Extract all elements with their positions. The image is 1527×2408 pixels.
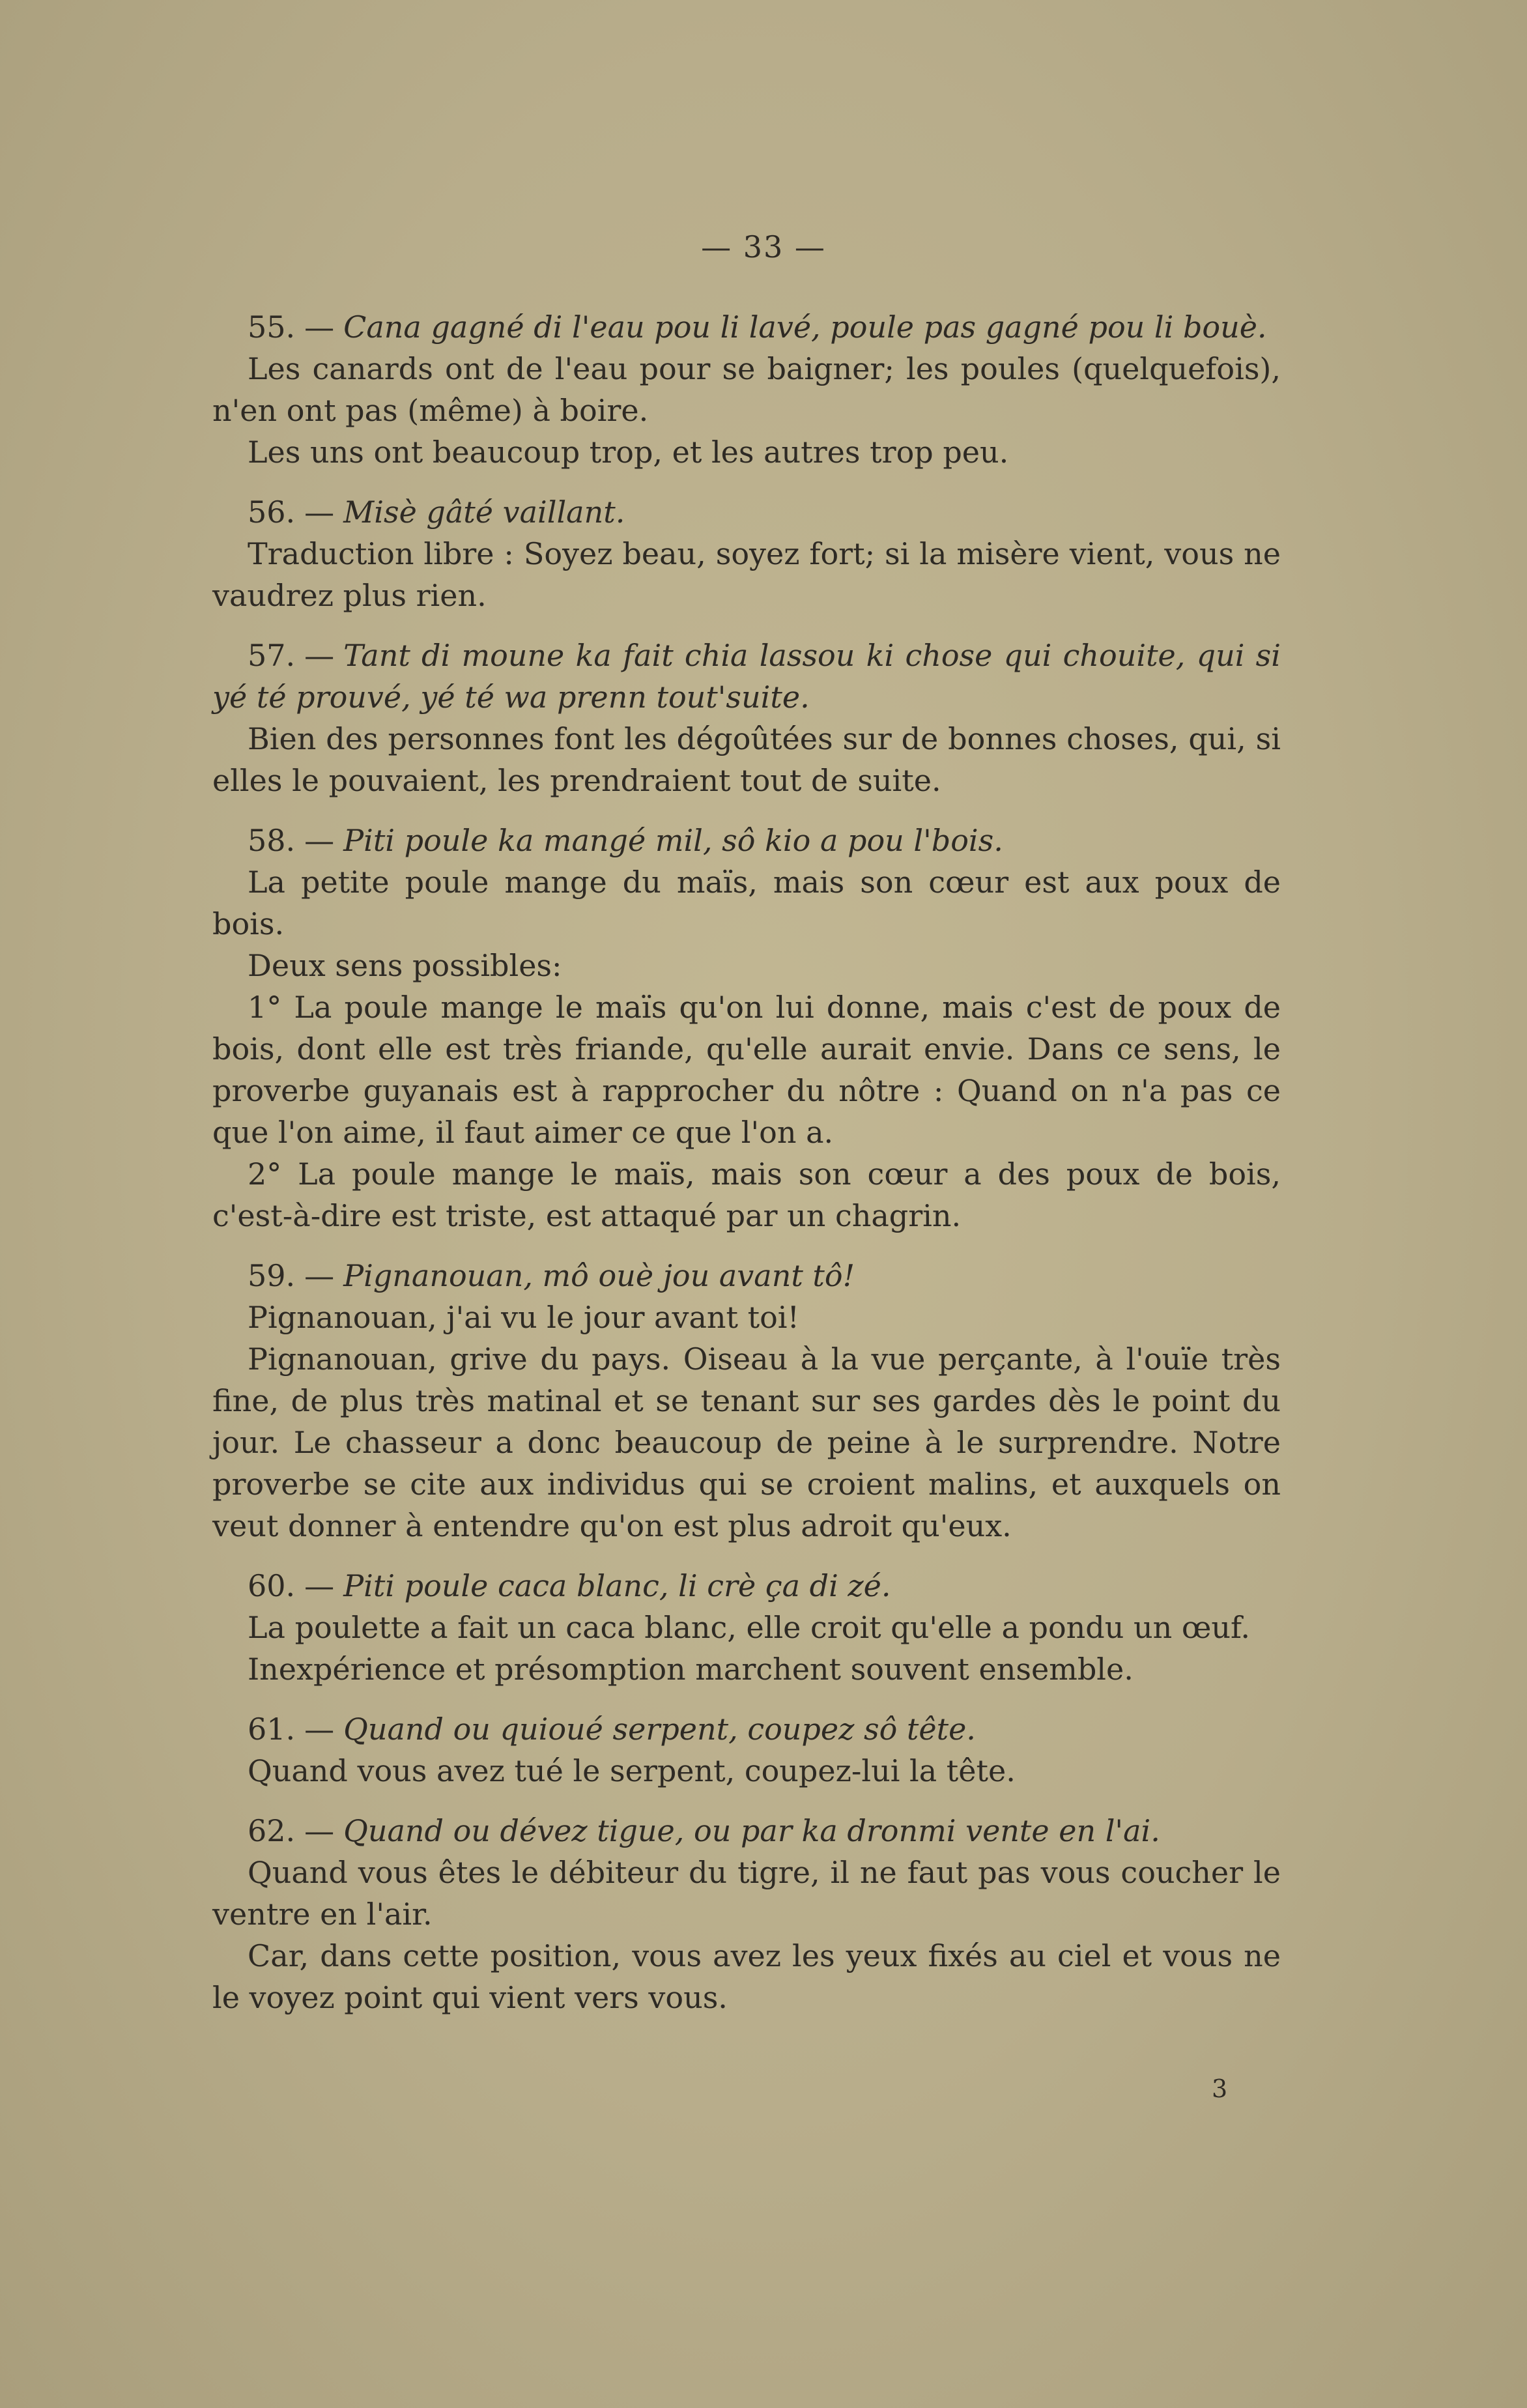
proverb-entry [212,1708,1281,1792]
explanation-paragraph: Inexpérience et présomption marchent souvent ensemble. [248,1652,1134,1687]
explanation-paragraph: Traduction libre : Soyez beau, soyez fort; si la misère vient, vous ne vaudrez plus rien. [212,536,1281,613]
explanation-paragraph: La poulette a fait un caca blanc, elle croit qu'elle a pondu un œuf. [248,1610,1250,1645]
proverb-heading [212,491,1281,533]
creole-proverb: Quand ou dévez tigue, ou par ka dronmi vente en l'ai. [343,1813,1160,1848]
em-dash: — [304,309,335,345]
creole-proverb: Quand ou quioué serpent, coupez sô tête. [343,1712,976,1747]
proverb-entry [212,1810,1281,2018]
proverb-entry [212,820,1281,1237]
proverb-heading [212,1255,1281,1297]
creole-proverb: Piti poule ka mangé mil, sô kio a pou l'bois. [343,823,1003,858]
proverb-heading [212,306,1281,348]
creole-proverb: Misè gâté vaillant. [343,494,625,530]
signature-mark: 3 [1212,2074,1228,2103]
em-dash: — [304,1712,335,1747]
proverb-number: 62. [248,1813,296,1848]
proverb-number: 59. [248,1258,296,1293]
creole-proverb: Tant di moune ka fait chia lassou ki chose qui chouite, qui si yé té prouvé, yé té wa prenn tout'suite. [212,638,1281,715]
proverb-number: 58. [248,823,296,858]
em-dash: — [304,1568,335,1603]
explanation-paragraph: Bien des personnes font les dégoûtées sur de bonnes choses, qui, si elles le pouvaient, les prendraient tout de suite. [212,721,1281,798]
proverb-entry [212,635,1281,801]
em-dash: — [304,823,335,858]
explanation-paragraph: Quand vous avez tué le serpent, coupez-lui la tête. [248,1753,1016,1788]
explanation-paragraph: Car, dans cette position, vous avez les yeux fixés au ciel et vous ne le voyez point qui vient vers vous. [212,1938,1281,2015]
creole-proverb: Cana gagné di l'eau pou li lavé, poule pas gagné pou li bouè. [343,309,1267,345]
proverb-number: 56. [248,494,296,530]
proverb-entry [212,1565,1281,1690]
creole-proverb: Piti poule caca blanc, li crè ça di zé. [343,1568,891,1603]
explanation-paragraph: Deux sens possibles: [248,948,562,983]
explanation-paragraph: 2° La poule mange le maïs, mais son cœur a des poux de bois, c'est-à-dire est triste, est attaqué par un chagrin. [212,1156,1281,1233]
proverb-number: 61. [248,1712,296,1747]
em-dash: — [304,638,335,673]
proverb-entry [212,1255,1281,1547]
proverb-entry [212,306,1281,473]
proverb-heading [212,820,1281,861]
em-dash: — [304,1258,335,1293]
explanation-paragraph: 1° La poule mange le maïs qu'on lui donne, mais c'est de poux de bois, dont elle est très friande, qu'elle aurait envie. Dans ce sens, le proverbe guyanais est à rapprocher du nôtre : Quand on n'a pas ce que l'on aime, il faut aimer ce que l'on a. [212,990,1281,1150]
proverb-number: 57. [248,638,296,673]
proverb-heading [212,1810,1281,1852]
explanation-paragraph: Quand vous êtes le débiteur du tigre, il ne faut pas vous coucher le ventre en l'air. [212,1855,1281,1932]
proverb-list [212,306,1281,2037]
explanation-paragraph: La petite poule mange du maïs, mais son cœur est aux poux de bois. [212,865,1281,941]
page-number: — 33 — [701,229,826,265]
em-dash: — [304,1813,335,1848]
proverb-heading [212,1708,1281,1750]
proverb-number: 60. [248,1568,296,1603]
proverb-number: 55. [248,309,296,345]
proverb-heading [212,635,1281,718]
explanation-paragraph: Pignanouan, j'ai vu le jour avant toi! [248,1300,800,1335]
em-dash: — [304,494,335,530]
proverb-heading [212,1565,1281,1607]
proverb-entry [212,491,1281,616]
creole-proverb: Pignanouan, mô ouè jou avant tô! [343,1258,855,1293]
explanation-paragraph: Les canards ont de l'eau pour se baigner; les poules (quelquefois), n'en ont pas (même) à boire. [212,351,1281,428]
explanation-paragraph: Les uns ont beaucoup trop, et les autres trop peu. [248,435,1009,470]
explanation-paragraph: Pignanouan, grive du pays. Oiseau à la vue perçante, à l'ouïe très fine, de plus très matinal et se tenant sur ses gardes dès le point du jour. Le chasseur a donc beaucoup de peine à le surprendre. Notre proverbe se cite aux individus qui se croient malins, et auxquels on veut donner à entendre qu'on est plus adroit qu'eux. [212,1341,1281,1543]
